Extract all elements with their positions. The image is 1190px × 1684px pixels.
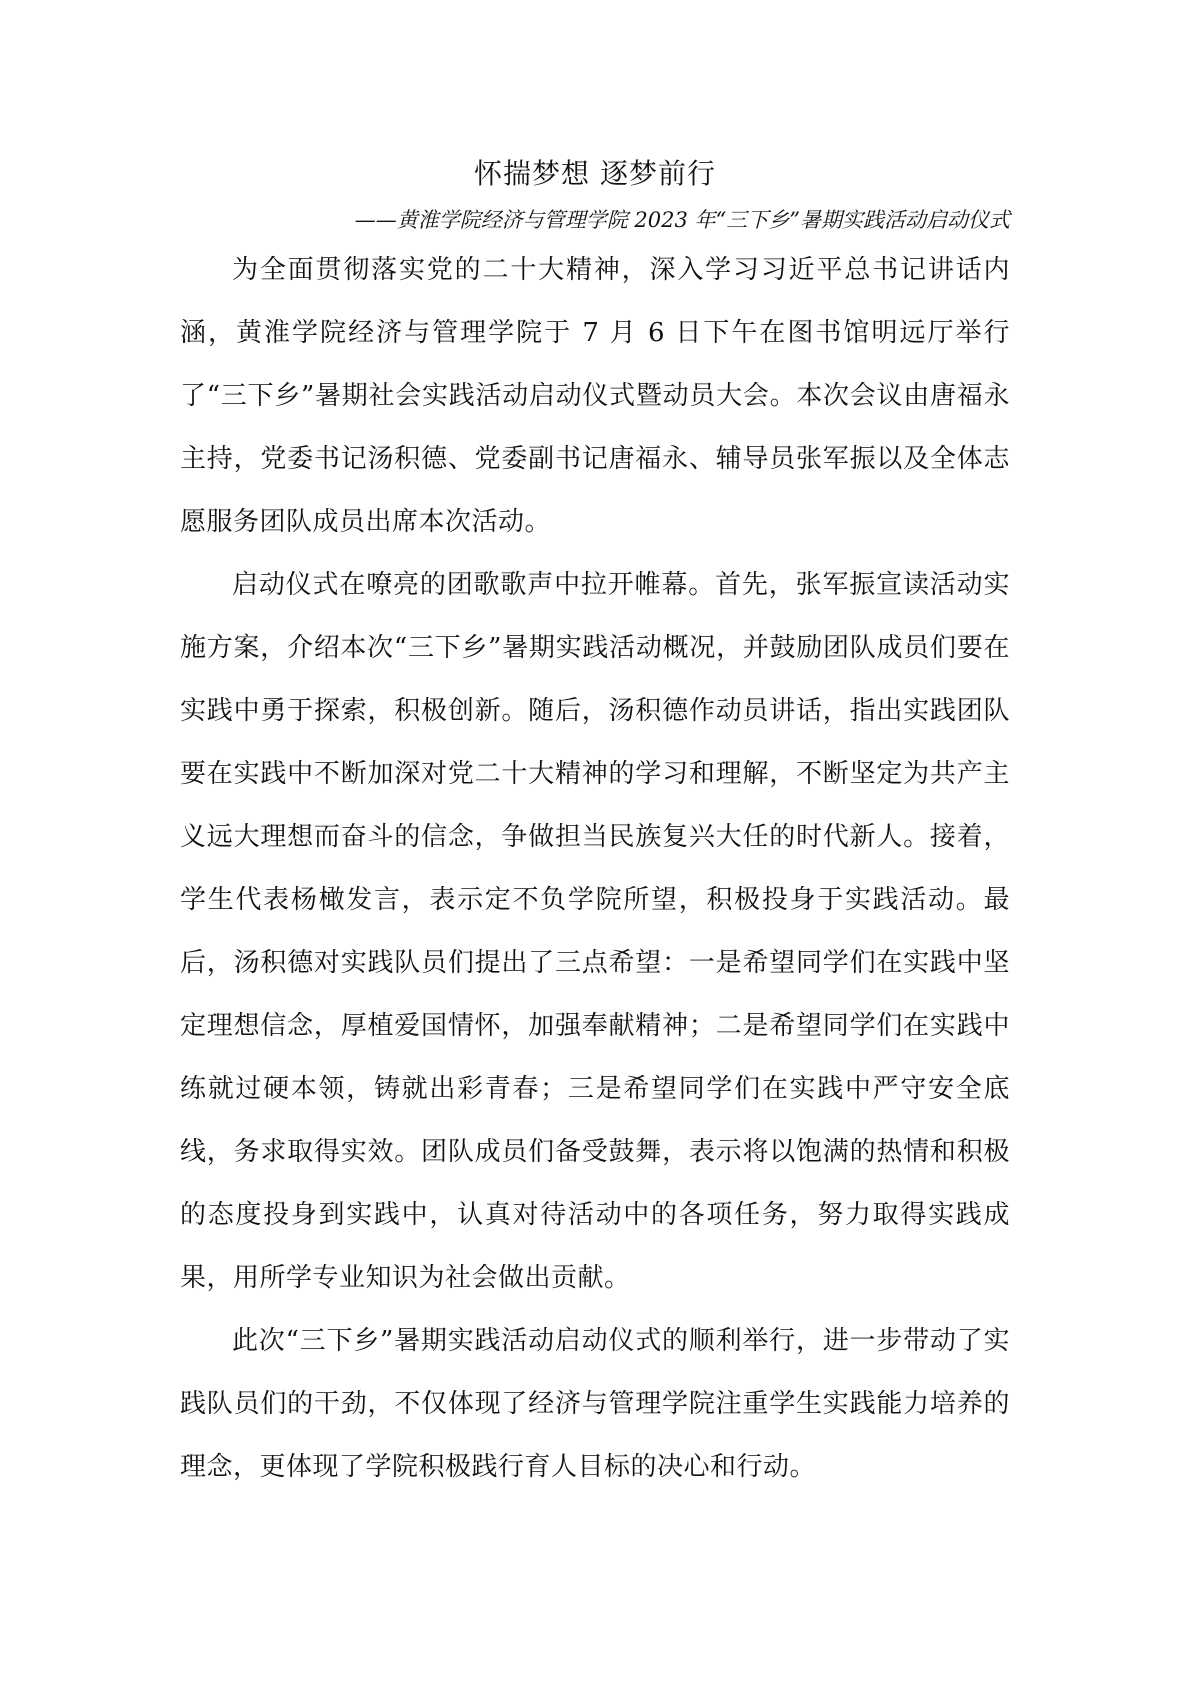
article-body xyxy=(180,239,1010,1499)
paragraph-intro: 为全面贯彻落实党的二十大精神，深入学习习近平总书记讲话内涵，黄淮学院经济与管理学院于 7 月 6 日下午在图书馆明远厅举行了“三下乡”暑期社会实践活动启动仪式暨动员大会。本次会议由唐福永主持，党委书记汤积德、党委副书记唐福永、辅导员张军振以及全体志愿服务团队成员出席本次活动。 xyxy=(180,255,1010,537)
document-title: 怀揣梦想 逐梦前行 xyxy=(474,157,716,190)
document-subtitle: ——黄淮学院经济与管理学院 2023 年“三下乡”暑期实践活动启动仪式 xyxy=(354,208,1010,232)
paragraph-ceremony: 启动仪式在嘹亮的团歌歌声中拉开帷幕。首先，张军振宣读活动实施方案，介绍本次“三下乡”暑期实践活动概况，并鼓励团队成员们要在实践中勇于探索，积极创新。随后，汤积德作动员讲话，指出实践团队要在实践中不断加深对党二十大精神的学习和理解，不断坚定为共产主义远大理想而奋斗的信念，争做担当民族复兴大任的时代新人。接着，学生代表杨橄发言，表示定不负学院所望，积极投身于实践活动。最后，汤积德对实践队员们提出了三点希望：一是希望同学们在实践中坚定理想信念，厚植爱国情怀，加强奉献精神；二是希望同学们在实践中练就过硬本领，铸就出彩青春；三是希望同学们在实践中严守安全底线，务求取得实效。团队成员们备受鼓舞，表示将以饱满的热情和积极的态度投身到实践中，认真对待活动中的各项任务，努力取得实践成果，用所学专业知识为社会做出贡献。 xyxy=(180,570,1010,1293)
paragraph-conclusion: 此次“三下乡”暑期实践活动启动仪式的顺利举行，进一步带动了实践队员们的干劲，不仅体现了经济与管理学院注重学生实践能力培养的理念，更体现了学院积极践行育人目标的决心和行动。 xyxy=(180,1326,1010,1482)
